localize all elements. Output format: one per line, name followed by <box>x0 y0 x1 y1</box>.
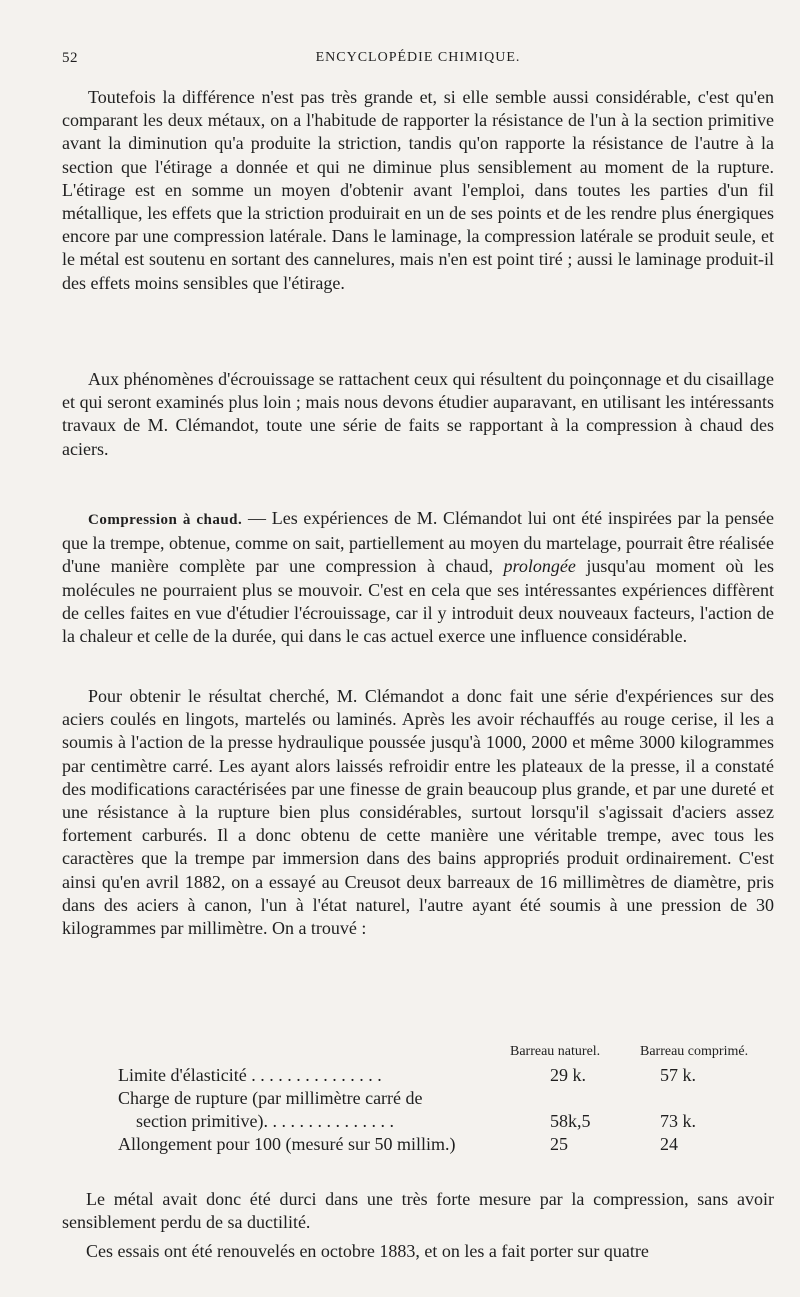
paragraph-3 <box>62 507 774 648</box>
results-table <box>62 1040 774 1156</box>
value-natural: 58k,5 <box>550 1111 591 1131</box>
paragraph-2: Aux phénomènes d'écrouissage se rattachent ceux qui résultent du poinçonnage et du cisaillage et qui seront examinés plus loin ; mais nous devons étudier auparavant, en utilisant les intéressants travaux de M. Clémandot, toute une série de faits se rapportant à la compression à chaud des aciers. <box>62 369 774 459</box>
paragraph-5: Le métal avait donc été durci dans une très forte mesure par la compression, sans avoir sensiblement perdu de sa ductilité. <box>62 1189 774 1233</box>
table-row <box>62 1110 774 1133</box>
row-label: Charge de rupture (par millimètre carré de <box>118 1088 423 1108</box>
section-title: Compression à chaud. <box>88 512 243 528</box>
page-number: 52 <box>62 50 78 66</box>
table-header <box>62 1040 774 1064</box>
table-row <box>62 1133 774 1156</box>
column-header-compressed: Barreau comprimé. <box>640 1044 749 1059</box>
table-row <box>62 1087 774 1110</box>
value-compressed: 24 <box>660 1134 678 1154</box>
row-label: Allongement pour 100 (mesuré sur 50 millim.) <box>118 1134 456 1154</box>
row-label: Limite d'élasticité . . . . . . . . . . . . . . . <box>118 1065 382 1085</box>
paragraph-3-text-a: — Les expériences de M. Clémandot lui ont été inspirées par la pensée que la trempe, obtenue, comme on sait, partiellement au moyen du martelage, pourrait être réalisée d'une manière complète par une compression à chaud, <box>62 508 774 577</box>
value-natural: 25 <box>550 1134 568 1154</box>
paragraph-6: Ces essais ont été renouvelés en octobre 1883, et on les a fait porter sur quatre <box>86 1241 649 1261</box>
value-compressed: 73 k. <box>660 1111 696 1131</box>
value-compressed: 57 k. <box>660 1065 696 1085</box>
paragraph-4: Pour obtenir le résultat cherché, M. Clémandot a donc fait une série d'expériences sur des aciers coulés en lingots, martelés ou laminés. Après les avoir réchauffés au rouge cerise, il les a soumis à l'action de la presse hydraulique poussée jusqu'à 1000, 2000 et même 3000 kilogrammes par centimètre carré. Les ayant alors laissés refroidir entre les plateaux de la presse, il a constaté des modifications caractérisées par une finesse de grain beaucoup plus grande, et par une dureté et une résistance à la rupture bien plus considérables, surtout lorsqu'il s'agissait d'aciers assez fortement carburés. Il a donc obtenu de cette manière une véritable trempe, avec tous les caractères que la trempe par immersion dans des bains appropriés produit ordinairement. C'est ainsi qu'en avril 1882, on a essayé au Creusot deux barreaux de 16 millimètres de diamètre, pris dans des aciers à canon, l'un à l'état naturel, l'autre ayant été soumis à une pression de 30 kilogrammes par millimètre. On a trouvé : <box>62 686 774 939</box>
table-row <box>62 1064 774 1087</box>
page-header <box>62 50 774 72</box>
paragraph-3-text-b: jusqu'au moment où les molécules ne pourraient plus se mouvoir. C'est en cela que ses intéressantes expériences diffèrent de celles faites en vue d'étudier l'écrouissage, car il y introduit deux nouveaux facteurs, l'action de la chaleur et celle de la durée, qui dans le cas actuel exerce une influence considérable. <box>62 556 775 647</box>
row-label: section primitive). . . . . . . . . . . . . . . <box>136 1111 394 1131</box>
paragraph-1: Toutefois la différence n'est pas très grande et, si elle semble aussi considérable, c'est qu'en comparant les deux métaux, on a l'habitude de rapporter la résistance de l'un à la section primitive avant la diminution qu'a produite la striction, tandis qu'on rapporte la résistance de l'autre à la section que l'étirage a donnée et qui ne diminue plus sensiblement au moment de la rupture. L'étirage est en somme un moyen d'obtenir avant l'emploi, dans toutes les parties d'un fil métallique, les effets que la striction produirait en un de ses points et de les rendre plus énergiques encore par une compression latérale. Dans le laminage, la compression latérale se produit seule, et le métal est soutenu en sortant des cannelures, mais n'en est point tiré ; aussi le laminage produit-il des effets moins sensibles que l'étirage. <box>62 87 774 293</box>
value-natural: 29 k. <box>550 1065 586 1085</box>
paragraph-3-emphasis: prolongée <box>503 556 576 577</box>
running-head: ENCYCLOPÉDIE CHIMIQUE. <box>315 50 521 65</box>
column-header-natural: Barreau naturel. <box>510 1044 601 1059</box>
